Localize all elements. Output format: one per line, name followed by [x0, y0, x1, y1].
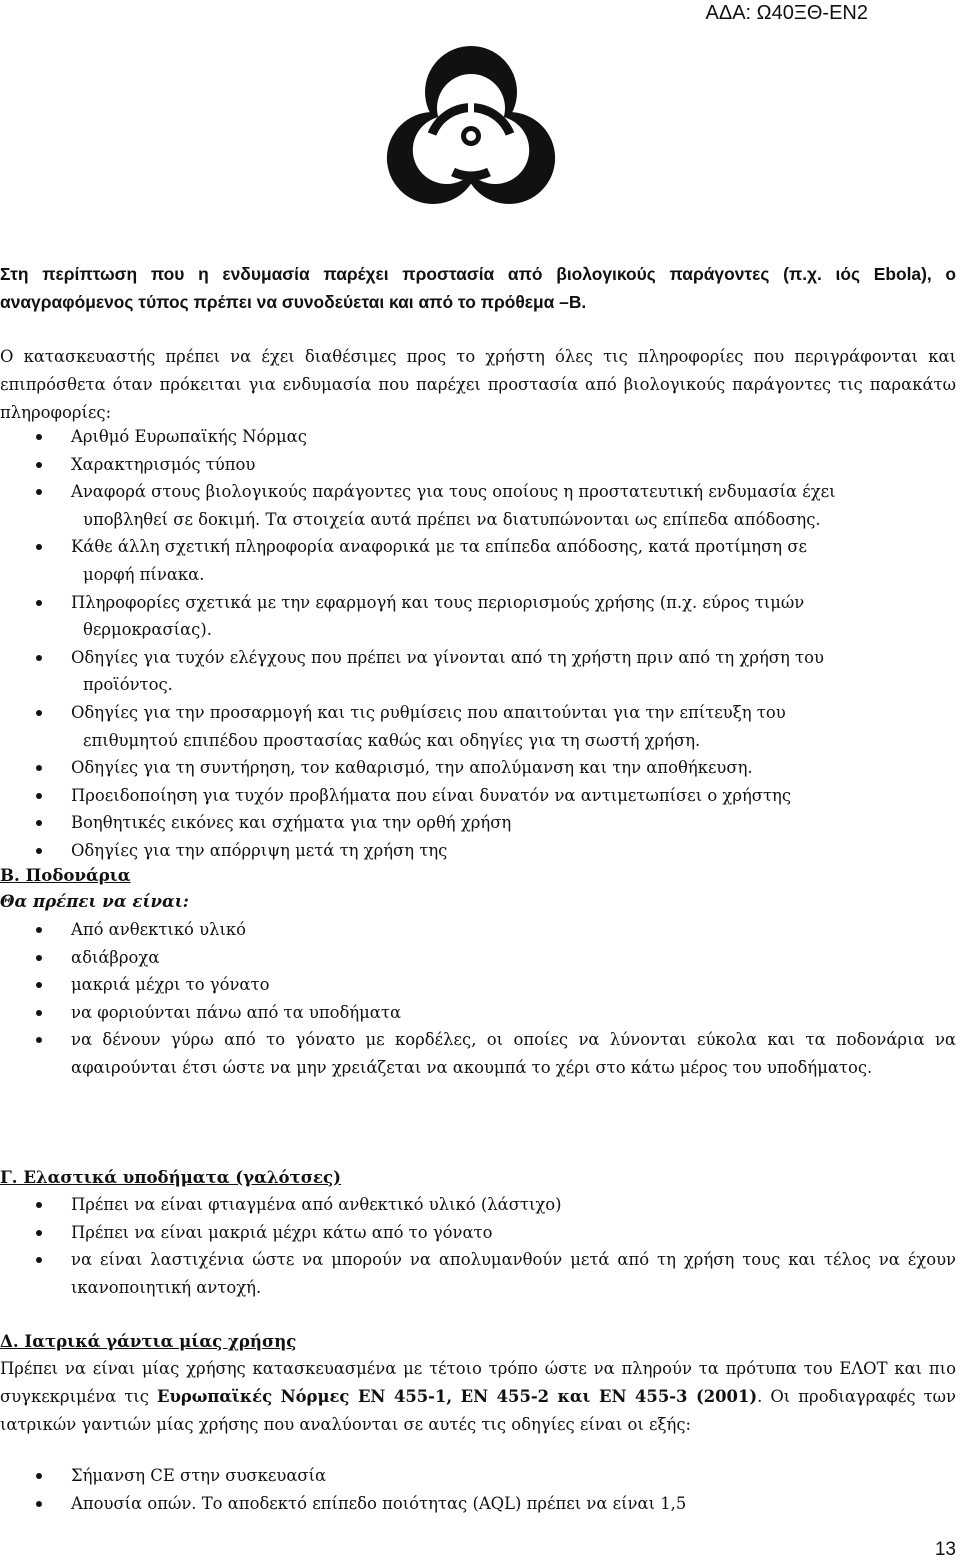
bullet-icon: [36, 765, 42, 771]
bullet-icon: [36, 1010, 42, 1016]
bullet-icon: [36, 820, 42, 826]
section-d-list: [0, 1462, 956, 1517]
list-item: να δένουν γύρω από το γόνατο με κορδέλες, οι οποίες να λύνονται εύκολα και τα ποδονάρια να αφαιρούνται έτσι ώστε να μην χρειάζεται να ακουμπά το χέρι στο κάτω μέρος του υποδήματος.: [0, 1026, 956, 1081]
list-item: να φοριούνται πάνω από τα υποδήματα: [0, 999, 956, 1027]
list-item: Σήμανση CE στην συσκευασία: [0, 1462, 956, 1490]
section-b-title: Β. Ποδονάρια: [0, 865, 131, 885]
bullet-icon: [36, 793, 42, 799]
bullet-icon: [36, 1230, 42, 1236]
section-c-title: Γ. Ελαστικά υποδήματα (γαλότσες): [0, 1167, 342, 1187]
section-d-paragraph: Πρέπει να είναι μίας χρήσης κατασκευασμένα με τέτοιο τρόπο ώστε να πληρούν τα πρότυπα του ΕΛΟΤ και πιο συγκεκριμένα τις Ευρωπαϊκές Νόρμες EN 455-1, EN 455-2 και EN 455-3 (2001). Οι προδιαγραφές των ιατρικών γαντιών μίας χρήσης που αναλύονται σε αυτές τις οδηγίες είναι οι εξής:: [0, 1359, 957, 1434]
section-b-subtitle: Θα πρέπει να είναι:: [0, 891, 189, 911]
bullet-icon: [36, 434, 42, 440]
bullet-icon: [36, 1501, 42, 1507]
list-item: Αριθμό Ευρωπαϊκής Νόρμας: [0, 423, 956, 451]
list-item: Οδηγίες για την προσαρμογή και τις ρυθμίσεις που απαιτούνται για την επίτευξη του επιθυμητού επιπέδου προστασίας καθώς και οδηγίες για τη σωστή χρήση.: [0, 699, 956, 754]
manufacturer-paragraph: Ο κατασκευαστής πρέπει να έχει διαθέσιμες προς το χρήστη όλες τις πληροφορίες που περιγράφονται και επιπρόσθετα όταν πρόκειται για ενδυμασία που παρέχει προστασία από βιολογικούς παράγοντες τις παρακάτω πληροφορίες:: [0, 347, 956, 422]
list-item: Οδηγίες για τυχόν ελέγχους που πρέπει να γίνονται από τη χρήστη πριν από τη χρήση του προϊόντος.: [0, 644, 956, 699]
bullet-icon: [36, 982, 42, 988]
list-item: Πρέπει να είναι μακριά μέχρι κάτω από το γόνατο: [0, 1219, 956, 1247]
intro-paragraph: Στη περίπτωση που η ενδυμασία παρέχει προστασία από βιολογικούς παράγοντες (π.χ. ιός Ebola), ο αναγραφόμενος τύπος πρέπει να συνοδεύεται και από το πρόθεμα –B.: [0, 264, 956, 312]
list-item: Αναφορά στους βιολογικούς παράγοντες για τους οποίους η προστατευτική ενδυμασία έχει υποβληθεί σε δοκιμή. Τα στοιχεία αυτά πρέπει να διατυπώνονται ως επίπεδα απόδοσης.: [0, 478, 956, 533]
list-item: αδιάβροχα: [0, 944, 956, 972]
page-number: 13: [934, 1539, 956, 1560]
biohazard-icon: [371, 36, 571, 236]
bullet-icon: [36, 1473, 42, 1479]
info-list: [0, 423, 956, 865]
list-item: Χαρακτηρισμός τύπου: [0, 451, 956, 479]
list-item: να είναι λαστιχένια ώστε να μπορούν να απολυμανθούν μετά από τη χρήση τους και τέλος να έχουν ικανοποιητική αντοχή.: [0, 1246, 956, 1301]
list-item: Απουσία οπών. Το αποδεκτό επίπεδο ποιότητας (AQL) πρέπει να είναι 1,5: [0, 1490, 956, 1518]
section-c-list: [0, 1191, 956, 1301]
bullet-icon: [36, 1257, 42, 1263]
list-item: Προειδοποίηση για τυχόν προβλήματα που είναι δυνατόν να αντιμετωπίσει ο χρήστης: [0, 782, 956, 810]
list-item: Βοηθητικές εικόνες και σχήματα για την ορθή χρήση: [0, 809, 956, 837]
bullet-icon: [36, 710, 42, 716]
bullet-icon: [36, 1037, 42, 1043]
list-item: Οδηγίες για τη συντήρηση, τον καθαρισμό, την απολύμανση και την αποθήκευση.: [0, 754, 956, 782]
bullet-icon: [36, 462, 42, 468]
section-b-list: [0, 916, 956, 1082]
section-d-title: Δ. Ιατρικά γάντια μίας χρήσης: [0, 1331, 297, 1351]
bullet-icon: [36, 848, 42, 854]
list-item: Πρέπει να είναι φτιαγμένα από ανθεκτικό υλικό (λάστιχο): [0, 1191, 956, 1219]
list-item: Κάθε άλλη σχετική πληροφορία αναφορικά με τα επίπεδα απόδοσης, κατά προτίμηση σε μορφή πίνακα.: [0, 533, 956, 588]
list-item: Οδηγίες για την απόρριψη μετά τη χρήση της: [0, 837, 956, 865]
bullet-icon: [36, 955, 42, 961]
bullet-icon: [36, 1202, 42, 1208]
list-item: μακριά μέχρι το γόνατο: [0, 971, 956, 999]
list-item: Πληροφορίες σχετικά με την εφαρμογή και τους περιορισμούς χρήσης (π.χ. εύρος τιμών θερμοκρασίας).: [0, 589, 956, 644]
list-item: Από ανθεκτικό υλικό: [0, 916, 956, 944]
ada-code: ΑΔΑ: Ω40ΞΘ-ΕΝ2: [705, 2, 868, 24]
bullet-icon: [36, 544, 42, 550]
bullet-icon: [36, 489, 42, 495]
bullet-icon: [36, 927, 42, 933]
bullet-icon: [36, 655, 42, 661]
bullet-icon: [36, 600, 42, 606]
